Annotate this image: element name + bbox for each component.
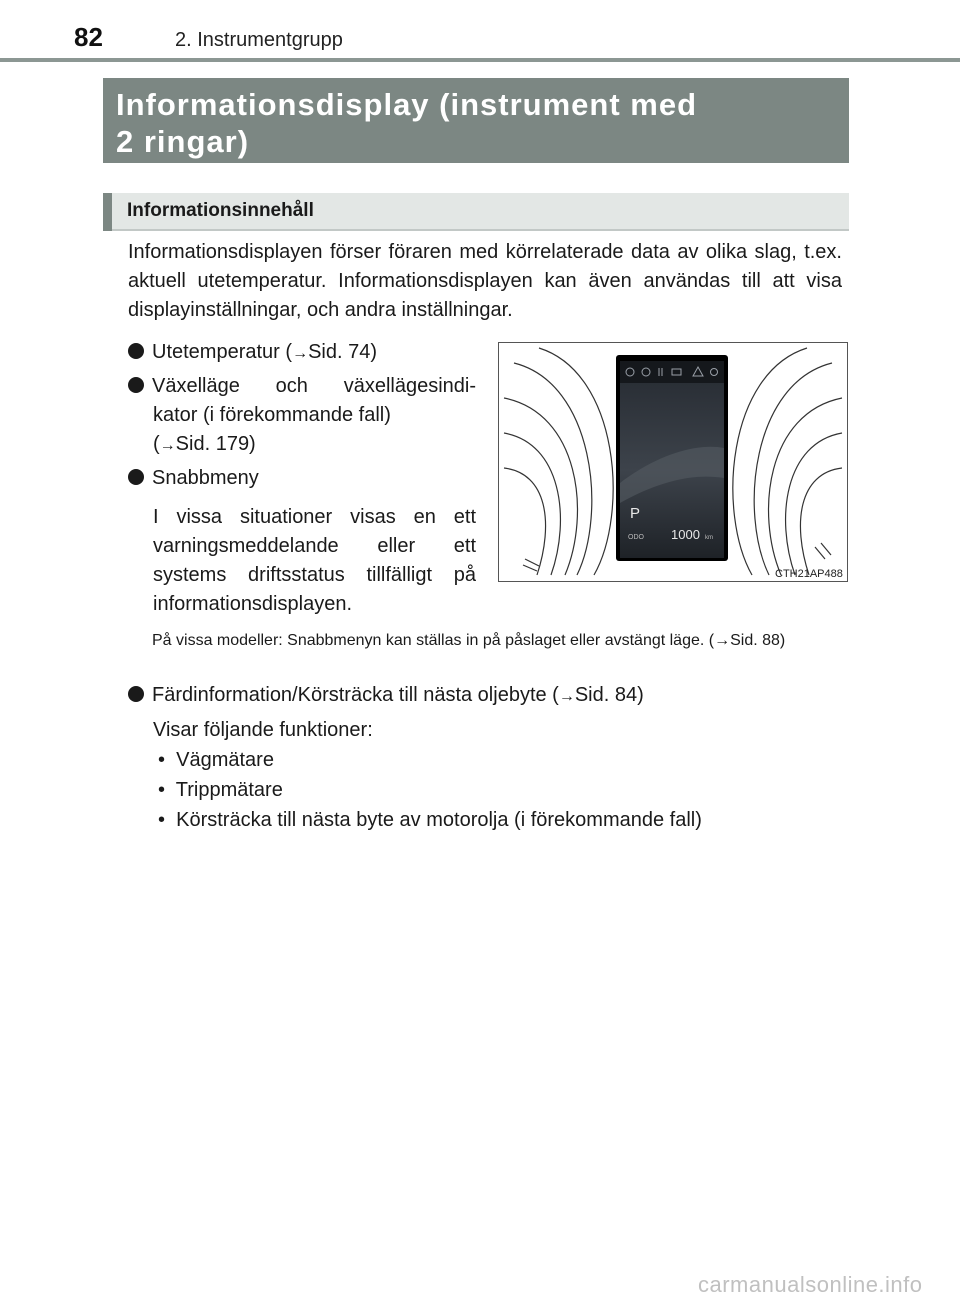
section-title-line1: Informationsdisplay (instrument med bbox=[116, 87, 698, 122]
function-item: • Vägmätare bbox=[158, 749, 274, 771]
instrument-cluster-figure bbox=[498, 342, 848, 582]
bullet-trip-info bbox=[128, 681, 644, 711]
section-title bbox=[116, 86, 816, 160]
gear-reference bbox=[153, 430, 256, 460]
bullet-text: Växelläge och växellägesindi- bbox=[152, 375, 476, 397]
bullet-text: Utetemperatur ( bbox=[152, 341, 293, 363]
figure-code: CTH21AP488 bbox=[775, 568, 843, 580]
section-title-line2: 2 ringar) bbox=[116, 124, 250, 159]
bullet-text: Snabbmeny bbox=[152, 467, 259, 489]
function-item: • Körsträcka till nästa byte av motorolja (i förekommande fall) bbox=[158, 809, 702, 831]
bullet-text: Färdinformation/Körsträcka till nästa oljebyte ( bbox=[152, 684, 559, 706]
page-number: 82 bbox=[74, 22, 103, 52]
quick-menu-desc-line3: systems driftsstatus tillfälligt på bbox=[153, 564, 476, 586]
intro-paragraph: Informationsdisplayen förser föraren med körrelaterade data av olika slag, t.ex. aktuell utetemperatur. Informationsdisplayen kan även användas till att visa displayinställningar, och andra inställningar. bbox=[128, 241, 842, 321]
arrow-right-icon: → bbox=[714, 632, 731, 649]
instrument-cluster-illustration bbox=[499, 343, 847, 581]
trip-info-shows: Visar följande funktioner: bbox=[153, 719, 373, 741]
page-reference-link[interactable]: Sid. 74) bbox=[308, 341, 377, 363]
subsection-banner bbox=[103, 193, 849, 231]
arrow-right-icon: → bbox=[292, 345, 309, 362]
quick-menu-desc-line4: informationsdisplayen. bbox=[153, 593, 352, 615]
page-reference-link[interactable]: Sid. 179) bbox=[175, 433, 256, 455]
quick-menu-desc-line2: varningsmeddelande eller ett bbox=[153, 535, 476, 557]
odometer-value: 1000 bbox=[671, 527, 700, 542]
arrow-right-icon: → bbox=[558, 688, 575, 705]
quick-menu-desc-line1: I vissa situationer visas en ett bbox=[153, 506, 476, 528]
gear-indicator: P bbox=[630, 505, 641, 522]
header-rule bbox=[0, 58, 960, 62]
page-reference-link[interactable]: Sid. 88) bbox=[730, 632, 786, 649]
function-item: • Trippmätare bbox=[158, 779, 283, 801]
quick-menu-note bbox=[152, 631, 842, 651]
bullet-dot-icon bbox=[128, 469, 144, 485]
right-gauge-arcs bbox=[733, 348, 842, 575]
odometer-unit: km bbox=[705, 535, 713, 541]
bullet-quick-menu bbox=[128, 464, 259, 493]
bullet-outside-temp bbox=[128, 338, 377, 368]
running-header: 2. Instrumentgrupp bbox=[175, 29, 343, 51]
bullet-gear bbox=[128, 372, 476, 401]
arrow-right-icon: → bbox=[159, 437, 176, 454]
bullet-dot-icon bbox=[128, 686, 144, 702]
trip-mode-label: ODO bbox=[628, 534, 644, 541]
watermark: carmanualsonline.info bbox=[698, 1272, 923, 1297]
gear-line2: kator (i förekommande fall) bbox=[153, 404, 391, 426]
subsection-accent-bar bbox=[103, 193, 112, 231]
note-text: På vissa modeller: Snabbmenyn kan ställas in på påslaget eller avstängt läge. ( bbox=[152, 632, 715, 649]
page-reference-link[interactable]: Sid. 84) bbox=[574, 684, 644, 706]
bullet-dot-icon bbox=[128, 377, 144, 393]
subsection-title: Informationsinnehåll bbox=[127, 200, 314, 221]
ref-open-paren: ( bbox=[153, 433, 160, 455]
section-banner bbox=[103, 78, 849, 163]
bullet-dot-icon bbox=[128, 343, 144, 359]
left-gauge-arcs bbox=[504, 348, 613, 575]
